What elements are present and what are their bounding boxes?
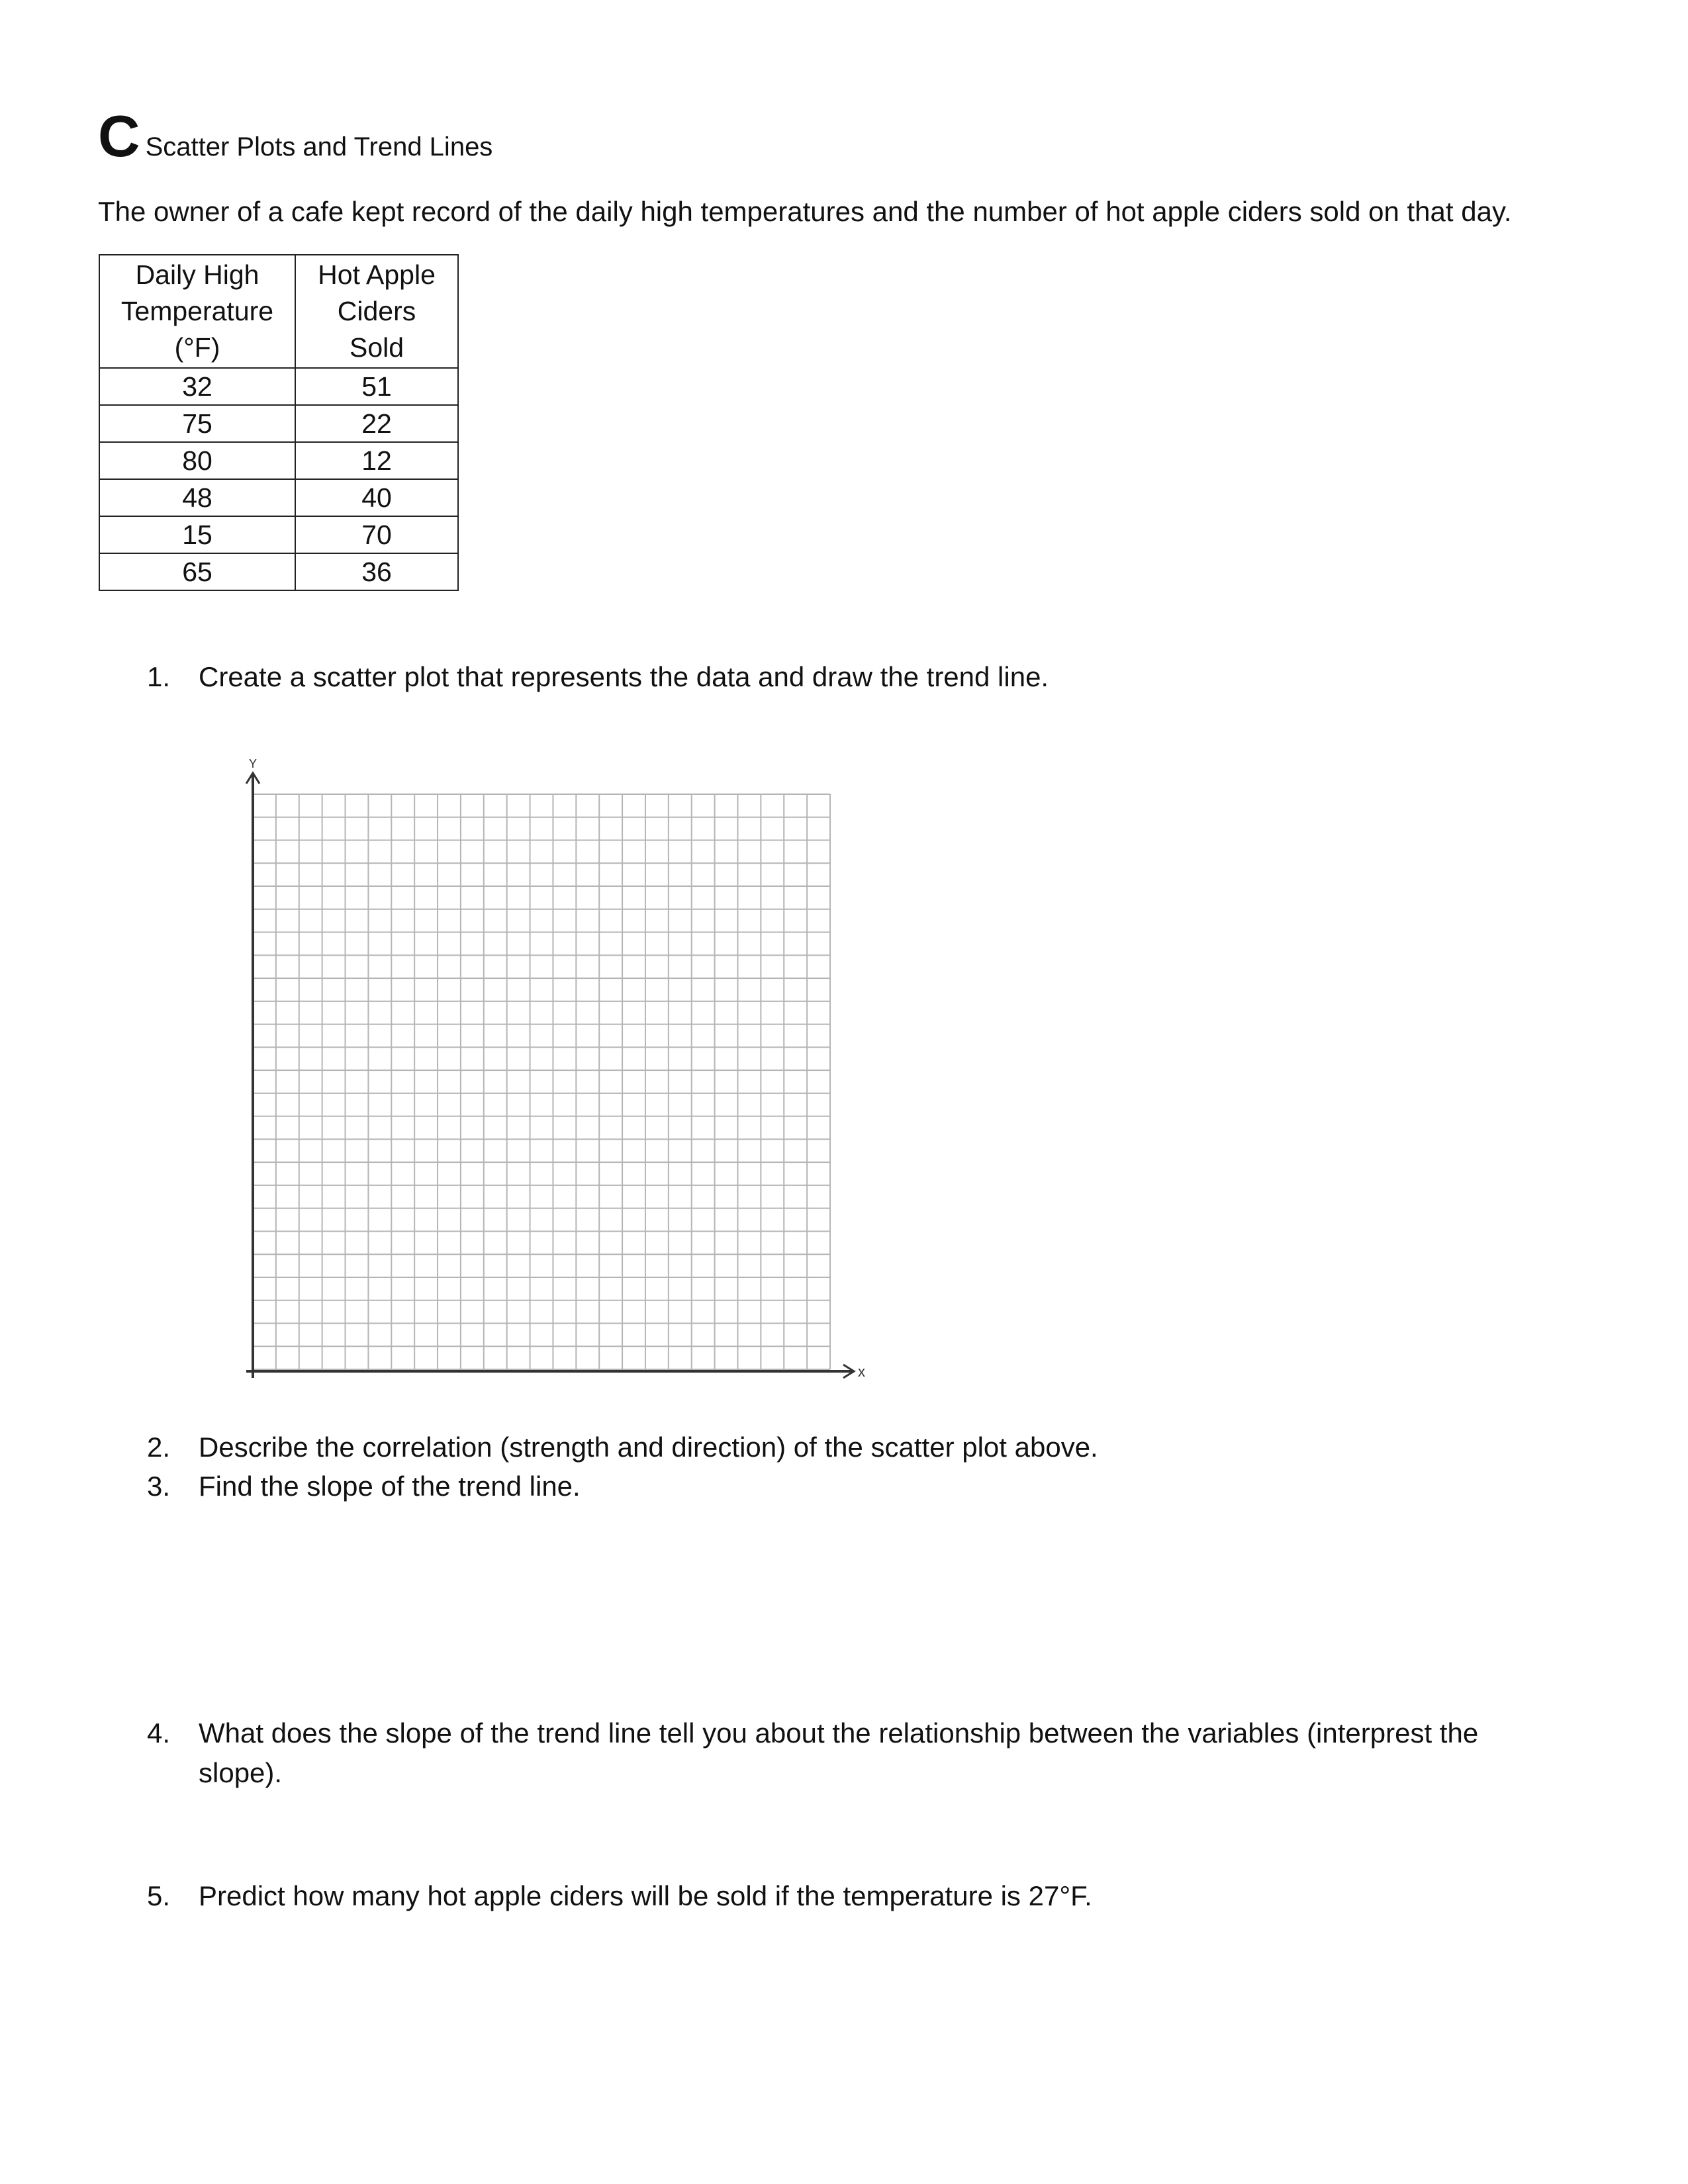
question-text: Describe the correlation (strength and direction) of the scatter plot above. — [199, 1432, 1098, 1463]
cell-temperature: 75 — [99, 405, 295, 442]
x-axis-label: x — [858, 1363, 865, 1380]
cell-temperature: 32 — [99, 368, 295, 405]
header-ciders-line: Hot Apple — [318, 259, 436, 290]
cell-ciders: 12 — [295, 442, 458, 479]
question-text: Predict how many hot apple ciders will be sold if the temperature is 27°F. — [199, 1880, 1092, 1911]
header-temperature-line: (°F) — [174, 332, 220, 363]
cell-temperature: 15 — [99, 516, 295, 553]
question-number: 4. — [147, 1717, 171, 1749]
question-3 — [147, 1467, 1556, 1506]
title-letter: C — [98, 103, 140, 169]
cell-temperature: 65 — [99, 553, 295, 590]
cell-ciders: 51 — [295, 368, 458, 405]
header-ciders-line: Sold — [349, 332, 404, 363]
question-text: What does the slope of the trend line tell you about the relationship between the variables (interprest the slope). — [199, 1717, 1479, 1788]
title-text: Scatter Plots and Trend Lines — [145, 132, 493, 161]
cell-ciders: 36 — [295, 553, 458, 590]
header-temperature-line: Temperature — [120, 296, 274, 326]
question-number: 1. — [147, 661, 171, 692]
header-temperature-line: Daily High — [135, 259, 259, 290]
graph-grid — [253, 794, 830, 1369]
y-axis-label: Y — [248, 757, 258, 770]
cell-ciders: 70 — [295, 516, 458, 553]
question-2 — [147, 1428, 1556, 1467]
question-text: Find the slope of the trend line. — [199, 1471, 581, 1502]
question-5 — [147, 1876, 1556, 1916]
question-number: 5. — [147, 1880, 171, 1911]
cell-ciders: 40 — [295, 479, 458, 516]
question-4 — [147, 1713, 1556, 1793]
cell-temperature: 48 — [99, 479, 295, 516]
question-number: 2. — [147, 1432, 171, 1463]
question-number: 3. — [147, 1471, 171, 1502]
intro-text: The owner of a cafe kept record of the daily high temperatures and the number of hot apple ciders sold on that day. — [98, 196, 1512, 227]
cell-ciders: 22 — [295, 405, 458, 442]
question-text: Create a scatter plot that represents the data and draw the trend line. — [199, 661, 1049, 692]
header-ciders-line: Ciders — [337, 296, 416, 326]
cell-temperature: 80 — [99, 442, 295, 479]
